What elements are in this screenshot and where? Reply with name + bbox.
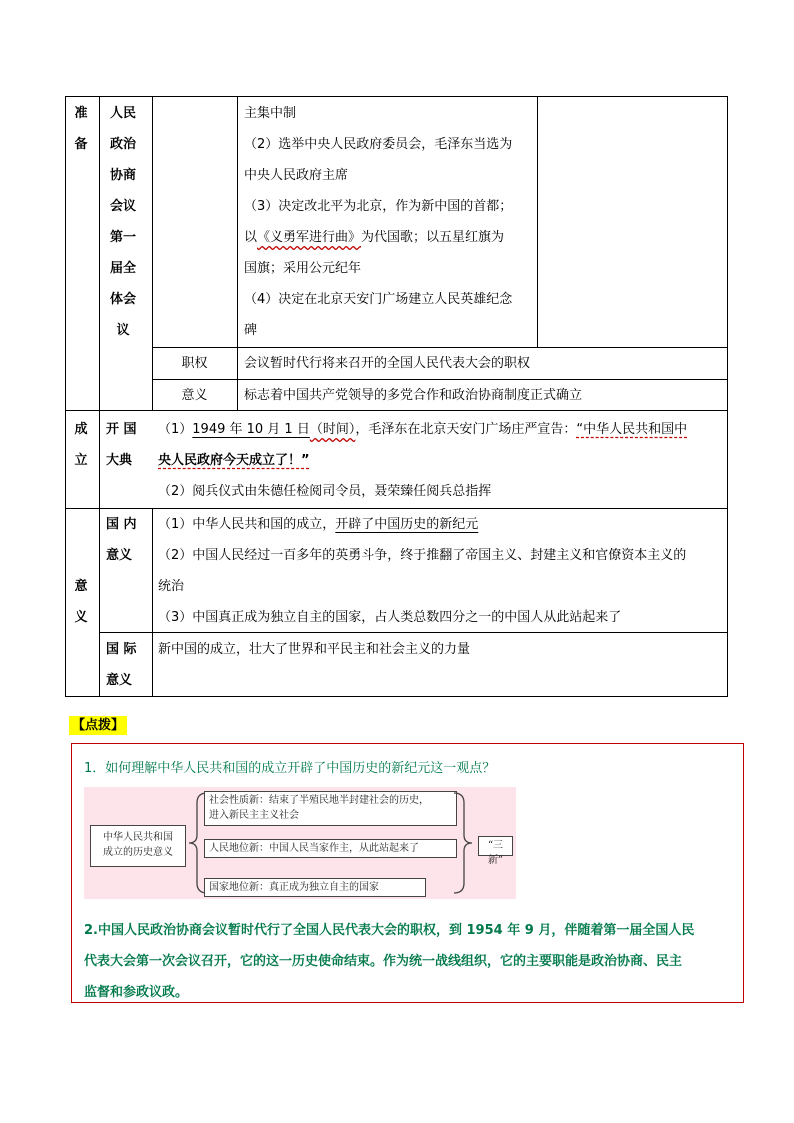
authority-content: 会议暂时代行将来召开的全国人民代表大会的职权 — [244, 356, 531, 371]
sub-label-char: 协商 — [109, 168, 136, 183]
content-line: （2）选举中央人民政府委员会，毛泽东当选为 — [244, 137, 513, 152]
table-row-label-char: 义 — [74, 610, 88, 625]
content-line: （4）决定在北京天安门广场建立人民英雄纪念 — [244, 292, 513, 307]
intl-content: 新中国的成立，壮大了世界和平民主和社会主义的力量 — [158, 642, 471, 657]
sub-label-char: 届全 — [109, 261, 136, 276]
sub-label-char: 体会 — [109, 292, 136, 307]
intl-label: 意义 — [106, 673, 133, 688]
domestic-content: （1）中华人民共和国的成立，开辟了中国历史的新纪元 （2）中国人民经过一百多年的英勇斗争，终于推翻了帝国主义、封建主义和官僚资本主义的 统治 （3）中国真正成为独立自主的国家，占人类总数四分之一的中国人从此站起来了 — [158, 509, 686, 633]
content-line: （2）中国人民经过一百多年的英勇斗争，终于推翻了帝国主义、封建主义和官僚资本主义的 — [158, 548, 687, 563]
content-line: 统治 — [158, 579, 185, 594]
content-line: 碑 — [244, 323, 258, 338]
table-row-label-char: 立 — [74, 453, 88, 468]
table-row-label-char: 意 — [74, 579, 88, 594]
row-label-significance: 意义 — [181, 388, 208, 403]
table-row-label-char: 备 — [74, 137, 88, 152]
tip-answer-2: 2.中国人民政治协商会议暂时代行了全国人民代表大会的职权，到 1954 年 9 月，伴随着第一届全国人民 代表大会第一次会议召开，它的这一历史使命结束。作为统一战线组织，它的主要职能是政治协商、民主 监督和参政议政。 — [84, 923, 695, 1000]
sub-label-char: 人民 — [109, 106, 136, 121]
table-row-label-char: 准 — [74, 106, 88, 121]
content-line: 国旗；采用公元纪年 — [244, 261, 362, 276]
right-brace-icon — [452, 791, 474, 895]
diagram-item-society: 社会性质新：结束了半殖民地半封建社会的历史， 进入新民主主义社会 — [204, 791, 457, 826]
row-label-authority: 职权 — [181, 356, 208, 371]
intl-label: 国 际 — [106, 642, 137, 657]
significance-content: 标志着中国共产党领导的多党合作和政治协商制度正式确立 — [244, 388, 583, 403]
content-line: （3）中国真正成为独立自主的国家，占人类总数四分之一的中国人从此站起来了 — [158, 610, 622, 625]
sub-label-char: 第一 — [109, 230, 136, 245]
tip-header: 【点拨】 — [69, 716, 127, 735]
content-block — [244, 98, 512, 346]
new-era-phrase: 开辟了中国历史的新纪元 — [335, 517, 479, 532]
content-line: （3）决定改北平为北京，作为新中国的首都； — [244, 199, 513, 214]
sub-label-char: 政治 — [109, 137, 136, 152]
diagram-result-box: “三新” — [478, 836, 513, 856]
sub-label-char: 会议 — [109, 199, 136, 214]
founding-date: 1949 年 10 月 1 日 — [192, 422, 310, 437]
founding-content: （1）1949 年 10 月 1 日（时间），毛泽东在北京天安门广场庄严宣告：“中华人民共和国中 央人民政府今天成立了！” （2）阅兵仪式由朱德任检阅司令员，聂荣臻任阅兵总指挥 — [158, 414, 687, 507]
tip-question-1: 1．如何理解中华人民共和国的成立开辟了中国历史的新纪元这一观点？ — [84, 761, 496, 776]
domestic-label: 意义 — [106, 548, 133, 563]
significance-diagram — [84, 787, 516, 899]
founding-label: 开 国 — [106, 422, 137, 437]
diagram-item-nation: 国家地位新：真正成为独立自主的国家 — [204, 878, 426, 897]
declaration-quote: “中华人民共和国中 — [576, 422, 688, 437]
content-line: 主集中制 — [244, 106, 297, 121]
anthem-name: 《义勇军进行曲》 — [257, 230, 362, 245]
content-line: （2）阅兵仪式由朱德任检阅司令员，聂荣臻任阅兵总指挥 — [158, 484, 492, 499]
declaration-quote: 央人民政府今天成立了！” — [158, 453, 310, 468]
diagram-center-box: 中华人民共和国 成立的历史意义 — [90, 825, 186, 867]
anthem-line: 以《义勇军进行曲》为代国歌；以五星红旗为 — [244, 230, 505, 245]
sub-label-char: 议 — [116, 323, 130, 338]
founding-label: 大典 — [106, 453, 133, 468]
content-line: 中央人民政府主席 — [244, 168, 349, 183]
domestic-label: 国 内 — [106, 517, 137, 532]
table-row-label-char: 成 — [74, 422, 88, 437]
diagram-item-people: 人民地位新：中国人民当家作主，从此站起来了 — [204, 839, 457, 858]
time-note: （时间） — [309, 422, 356, 437]
